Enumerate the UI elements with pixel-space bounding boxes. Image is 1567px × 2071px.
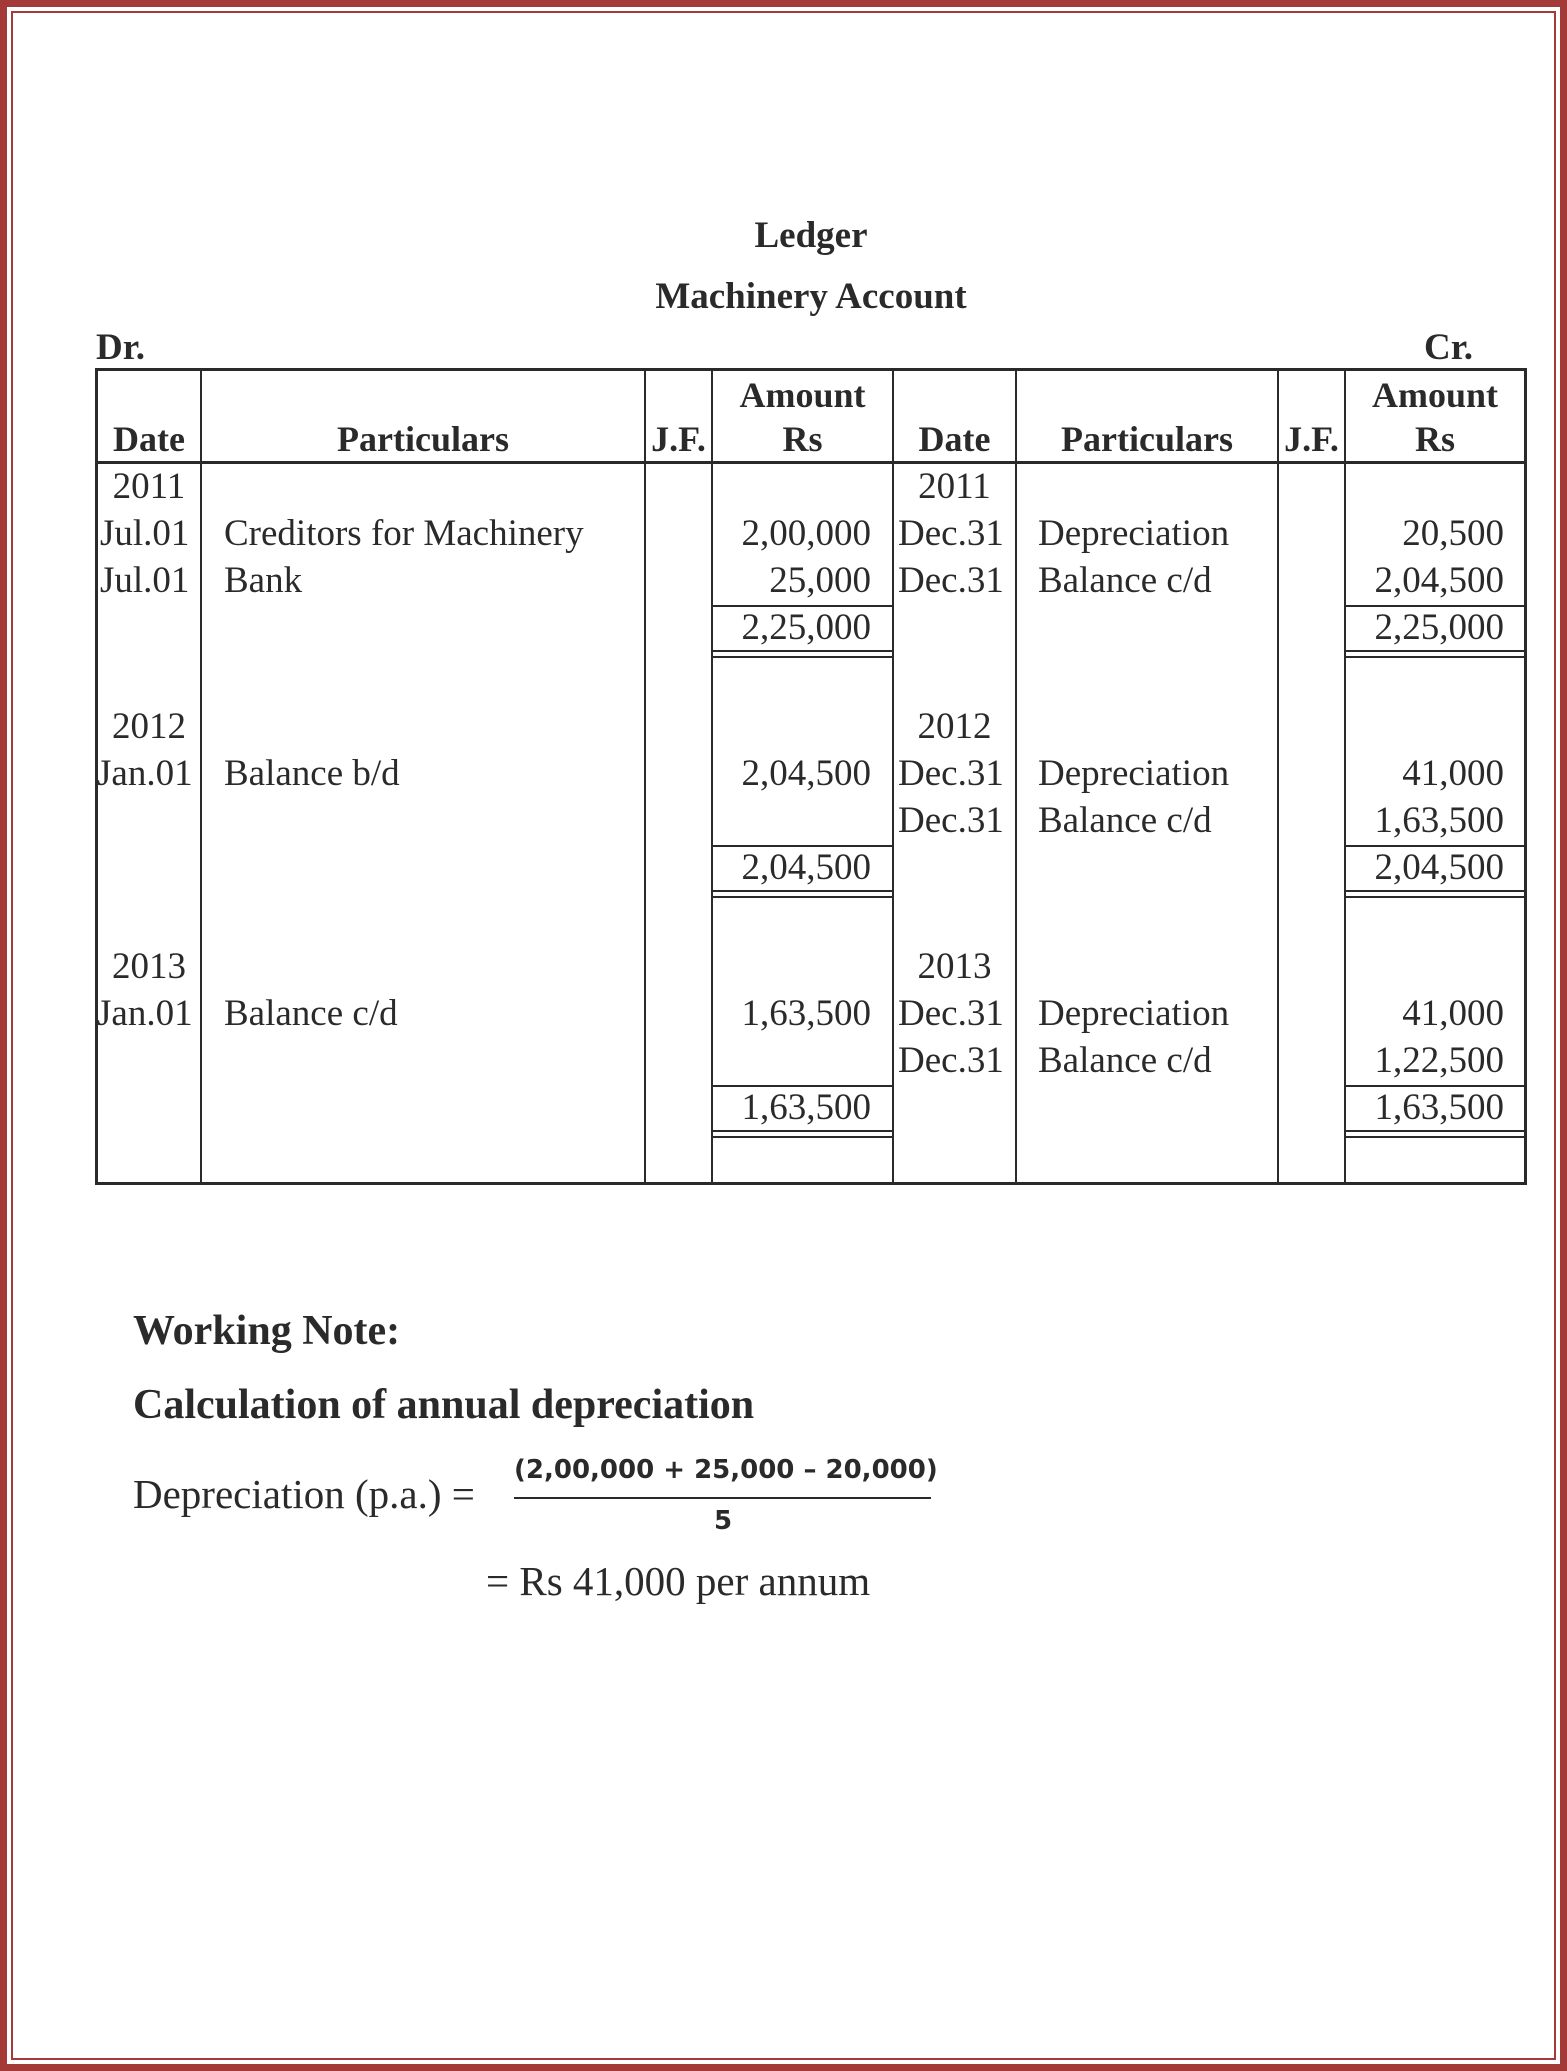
header-particulars-dr: Particulars — [337, 419, 509, 459]
credit-amount: 41,000 — [1402, 753, 1504, 794]
debit-year: 2011 — [112, 466, 186, 507]
credit-date: Dec.31 — [898, 993, 1004, 1034]
credit-particulars: Balance c/d — [1038, 800, 1212, 841]
debit-label: Dr. — [96, 327, 145, 368]
account-title: Machinery Account — [655, 276, 967, 317]
debit-year: 2013 — [112, 946, 186, 987]
header-separator — [95, 461, 1527, 464]
col-line — [644, 368, 646, 1185]
credit-amount: 2,04,500 — [1374, 560, 1504, 601]
credit-particulars: Depreciation — [1038, 513, 1230, 554]
header-rs-cr: Rs — [1414, 419, 1455, 459]
debit-amount: 2,04,500 — [741, 753, 871, 794]
header-date-dr: Date — [113, 419, 185, 459]
formula-result: = Rs 41,000 per annum — [486, 1558, 871, 1604]
credit-label: Cr. — [1424, 327, 1473, 368]
col-line — [1524, 368, 1527, 1185]
credit-year: 2012 — [917, 706, 992, 747]
credit-total: 1,63,500 — [1374, 1087, 1504, 1128]
table-bottom-border — [95, 1182, 1527, 1185]
header-particulars-cr: Particulars — [1061, 419, 1233, 459]
credit-total: 2,04,500 — [1374, 847, 1504, 888]
total-rule — [713, 896, 892, 898]
fraction-denominator: 5 — [714, 1506, 733, 1536]
credit-amount: 1,22,500 — [1374, 1040, 1504, 1081]
debit-date: Jan.01 — [97, 753, 193, 794]
total-rule — [713, 656, 892, 658]
credit-amount: 41,000 — [1402, 993, 1504, 1034]
header-jf-dr: J.F. — [651, 419, 706, 459]
debit-amount: 2,00,000 — [741, 513, 871, 554]
col-line — [1277, 368, 1279, 1185]
debit-particulars: Balance b/d — [224, 753, 400, 794]
credit-date: Dec.31 — [898, 753, 1004, 794]
working-note-heading: Working Note: — [133, 1308, 401, 1354]
total-rule — [1346, 1136, 1524, 1138]
debit-date: Jul.01 — [100, 560, 190, 601]
debit-total: 1,63,500 — [741, 1087, 871, 1128]
credit-particulars: Depreciation — [1038, 753, 1230, 794]
credit-date: Dec.31 — [898, 513, 1004, 554]
table-top-border — [95, 368, 1527, 371]
debit-particulars: Bank — [224, 560, 303, 601]
credit-particulars: Balance c/d — [1038, 1040, 1212, 1081]
credit-amount: 20,500 — [1402, 513, 1504, 554]
total-rule — [1346, 896, 1524, 898]
total-rule — [1346, 656, 1524, 658]
credit-date: Dec.31 — [898, 800, 1004, 841]
credit-year: 2013 — [917, 946, 992, 987]
debit-particulars: Balance c/d — [224, 993, 398, 1034]
debit-year: 2012 — [112, 706, 186, 747]
col-line — [1015, 368, 1017, 1185]
debit-total: 2,04,500 — [741, 847, 871, 888]
credit-particulars: Depreciation — [1038, 993, 1230, 1034]
credit-total: 2,25,000 — [1374, 607, 1504, 648]
header-date-cr: Date — [918, 419, 991, 459]
working-note-subheading: Calculation of annual depreciation — [133, 1382, 755, 1428]
credit-amount: 1,63,500 — [1374, 800, 1504, 841]
col-line — [200, 368, 202, 1185]
debit-amount: 25,000 — [769, 560, 871, 601]
header-amount-dr: Amount — [739, 375, 866, 415]
credit-particulars: Balance c/d — [1038, 560, 1212, 601]
fraction-numerator: (2,00,000 + 25,000 – 20,000) — [514, 1455, 938, 1485]
credit-date: Dec.31 — [898, 1040, 1004, 1081]
credit-date: Dec.31 — [898, 560, 1004, 601]
debit-date: Jan.01 — [97, 993, 193, 1034]
header-jf-cr: J.F. — [1284, 419, 1339, 459]
debit-date: Jul.01 — [100, 513, 190, 554]
header-amount-cr: Amount — [1371, 375, 1499, 415]
formula-label: Depreciation (p.a.) = — [133, 1471, 475, 1517]
debit-particulars: Creditors for Machinery — [224, 513, 584, 554]
credit-year: 2011 — [918, 466, 991, 507]
total-rule — [713, 1136, 892, 1138]
page-title: Ledger — [754, 215, 868, 256]
fraction-bar — [514, 1497, 931, 1499]
debit-amount: 1,63,500 — [741, 993, 871, 1034]
header-rs-dr: Rs — [782, 419, 823, 459]
debit-total: 2,25,000 — [741, 607, 871, 648]
